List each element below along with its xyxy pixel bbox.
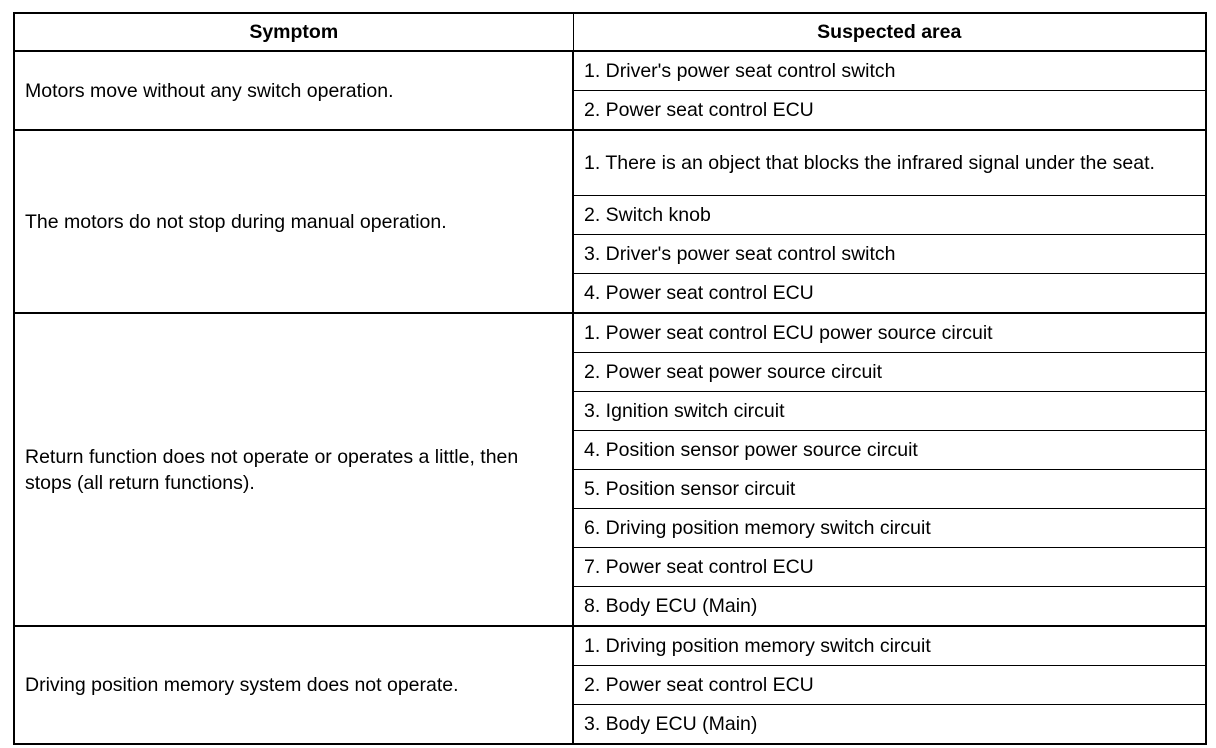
suspected-area-cell: 1. Power seat control ECU power source circuit: [573, 313, 1206, 353]
symptom-table: [13, 12, 1207, 745]
symptom-cell: The motors do not stop during manual operation.: [14, 130, 573, 313]
table-row: [14, 51, 1206, 91]
symptom-cell: Return function does not operate or operates a little, then stops (all return functions).: [14, 313, 573, 626]
suspected-area-cell: 6. Driving position memory switch circuit: [573, 509, 1206, 548]
suspected-area-cell: 3. Body ECU (Main): [573, 705, 1206, 745]
table-header-row: [14, 13, 1206, 51]
symptom-cell: Motors move without any switch operation.: [14, 51, 573, 130]
table-row: [14, 313, 1206, 353]
table-row: [14, 626, 1206, 666]
suspected-area-cell: 1. Driving position memory switch circuit: [573, 626, 1206, 666]
suspected-area-cell: 8. Body ECU (Main): [573, 587, 1206, 627]
suspected-area-cell: 3. Driver's power seat control switch: [573, 235, 1206, 274]
suspected-area-cell: 5. Position sensor circuit: [573, 470, 1206, 509]
table-row: [14, 130, 1206, 196]
symptom-cell: Driving position memory system does not operate.: [14, 626, 573, 744]
header-suspected-area: Suspected area: [573, 13, 1206, 51]
suspected-area-cell: 1. There is an object that blocks the infrared signal under the seat.: [573, 130, 1206, 196]
suspected-area-cell: 2. Power seat control ECU: [573, 666, 1206, 705]
suspected-area-cell: 2. Power seat power source circuit: [573, 353, 1206, 392]
suspected-area-cell: 2. Power seat control ECU: [573, 91, 1206, 131]
suspected-area-cell: 3. Ignition switch circuit: [573, 392, 1206, 431]
suspected-area-cell: 1. Driver's power seat control switch: [573, 51, 1206, 91]
header-symptom: Symptom: [14, 13, 573, 51]
suspected-area-cell: 4. Power seat control ECU: [573, 274, 1206, 314]
suspected-area-cell: 4. Position sensor power source circuit: [573, 431, 1206, 470]
suspected-area-cell: 2. Switch knob: [573, 196, 1206, 235]
suspected-area-cell: 7. Power seat control ECU: [573, 548, 1206, 587]
